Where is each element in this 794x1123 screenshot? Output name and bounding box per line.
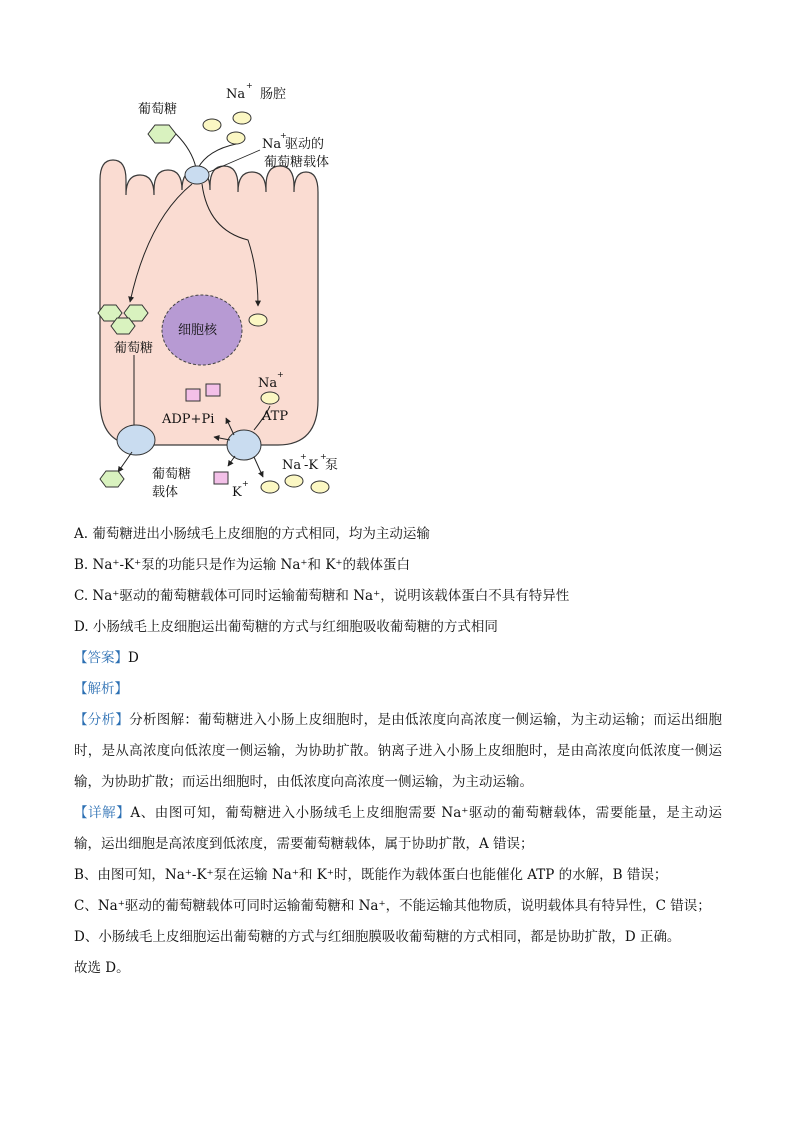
sodium-ion xyxy=(261,481,279,493)
option-c: C. Na⁺驱动的葡萄糖载体可同时运输葡萄糖和 Na⁺，说明该载体蛋白不具有特异性 xyxy=(74,588,570,604)
pump-na-sup: + xyxy=(300,452,307,461)
answer-value: D xyxy=(128,650,139,666)
na-mid-label: Na xyxy=(258,376,278,391)
answer-tag: 【答案】 xyxy=(74,650,128,666)
xiangjie-a xyxy=(74,798,722,860)
nucleus-label: 细胞核 xyxy=(178,323,218,338)
xiangjie-c: C、Na⁺驱动的葡萄糖载体可同时运输葡萄糖和 Na⁺，不能运输其他物质，说明载体具有特异性，C 错误； xyxy=(74,898,711,914)
xiangjie-a-text: A、由图可知，葡萄糖进入小肠绒毛上皮细胞需要 Na⁺驱动的葡萄糖载体，需要能量，是主动运输，运出细胞是高浓度到低浓度，需要葡萄糖载体，属于协助扩散，A 错误； xyxy=(74,805,723,852)
k-label: K xyxy=(232,485,242,500)
intestinal-cell-diagram xyxy=(88,80,358,510)
na-glucose-transporter xyxy=(185,166,209,184)
na-mid-sup: + xyxy=(277,370,284,379)
answer-line xyxy=(74,643,722,674)
option-b: B. Na⁺-K⁺泵的功能只是作为运输 Na⁺和 K⁺的载体蛋白 xyxy=(74,557,411,573)
k-sup: + xyxy=(242,479,249,488)
glucose-molecule xyxy=(111,318,135,334)
na-top-sup: + xyxy=(246,81,253,90)
sodium-ion xyxy=(233,112,251,124)
fenxi-tag: 【分析】 xyxy=(74,712,130,728)
transporter-label-rest: 驱动的 xyxy=(285,137,325,152)
xiangjie-tag: 【详解】 xyxy=(74,805,131,821)
glucose-molecule xyxy=(100,471,124,487)
pump-k-sup: + xyxy=(320,452,327,461)
option-a: A. 葡萄糖进出小肠绒毛上皮细胞的方式相同，均为主动运输 xyxy=(74,526,430,542)
fenxi-paragraph xyxy=(74,705,722,798)
xiangjie-end: 故选 D。 xyxy=(74,960,130,976)
glucose-top-label: 葡萄糖 xyxy=(138,102,178,117)
transporter-label-sup: + xyxy=(280,131,287,140)
lumen-label: 肠腔 xyxy=(260,87,287,102)
sodium-ion xyxy=(285,475,303,487)
carrier-label-1: 葡萄糖 xyxy=(152,467,192,482)
phosphate-square xyxy=(186,389,200,401)
question-options xyxy=(74,519,722,984)
pump-k: -K xyxy=(304,458,319,473)
sodium-ion xyxy=(249,314,267,326)
option-d: D. 小肠绒毛上皮细胞运出葡萄糖的方式与红细胞吸收葡萄糖的方式相同 xyxy=(74,619,498,635)
pump-word: 泵 xyxy=(325,458,339,473)
na-k-pump xyxy=(227,430,261,460)
carrier-label-2: 载体 xyxy=(152,485,179,500)
sodium-ion xyxy=(203,119,221,131)
glucose-inside-label: 葡萄糖 xyxy=(114,341,154,356)
xiangjie-b: B、由图可知，Na⁺-K⁺泵在运输 Na⁺和 K⁺时，既能作为载体蛋白也能催化 ATP 的水解，B 错误； xyxy=(74,867,668,883)
analysis-title xyxy=(74,674,722,705)
adp-label: ADP+Pi xyxy=(162,412,215,427)
atp-label: ATP xyxy=(262,409,289,424)
fenxi-text: 分析图解：葡萄糖进入小肠上皮细胞时，是由低浓度向高浓度一侧运输，为主动运输；而运出细胞时，是从高浓度向低浓度一侧运输，为协助扩散。钠离子进入小肠上皮细胞时，是由高浓度向低浓度一侧运输，为协助扩散；而运出细胞时，由低浓度向高浓度一侧运输，为主动运输。 xyxy=(74,712,723,790)
phosphate-square xyxy=(206,384,220,396)
transporter-label-na: Na xyxy=(262,137,282,152)
sodium-ion xyxy=(311,481,329,493)
sodium-ion xyxy=(227,132,245,144)
glucose-carrier xyxy=(117,425,155,455)
transporter-label-line2: 葡萄糖载体 xyxy=(264,155,330,170)
analysis-tag: 【解析】 xyxy=(74,681,128,697)
xiangjie-d: D、小肠绒毛上皮细胞运出葡萄糖的方式与红细胞膜吸收葡萄糖的方式相同，都是协助扩散，D 正确。 xyxy=(74,929,681,945)
pump-na: Na xyxy=(282,458,302,473)
na-top-label: Na xyxy=(226,87,246,102)
potassium-ion xyxy=(214,472,228,484)
sodium-ion xyxy=(261,392,279,404)
glucose-molecule xyxy=(148,125,176,143)
